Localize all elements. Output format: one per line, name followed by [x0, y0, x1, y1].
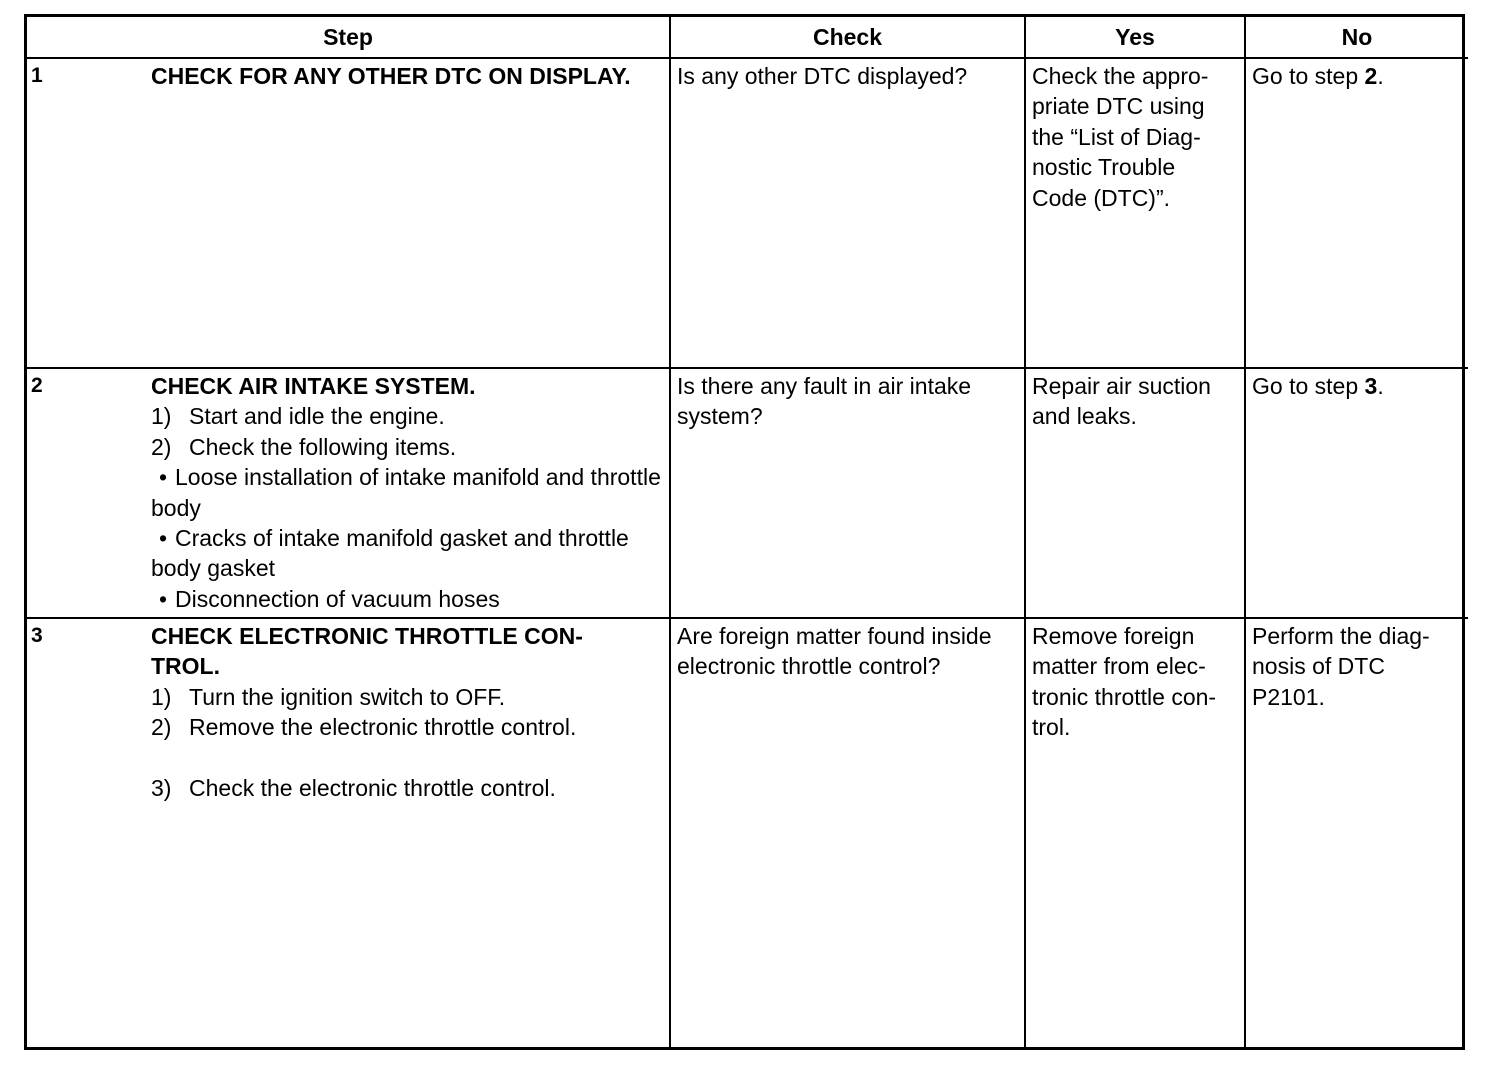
- goto-suffix: .: [1377, 373, 1384, 399]
- check-cell: Is there any fault in air intake system?: [670, 368, 1025, 618]
- goto-prefix: Go to step: [1252, 63, 1365, 89]
- yes-cell: Remove foreign matter from elec- tronic throttle con- trol.: [1025, 618, 1245, 1047]
- diagnostic-table: [27, 17, 1468, 1047]
- header-yes: Yes: [1025, 17, 1245, 58]
- substep: [151, 682, 665, 712]
- table-row: [27, 618, 1468, 1047]
- step-cell: [27, 58, 670, 368]
- goto-step-number: 3: [1364, 373, 1378, 399]
- substep-text: Start and idle the engine.: [189, 403, 445, 430]
- no-cell: Perform the diag- nosis of DTC P2101.: [1245, 618, 1468, 1047]
- table-row: [27, 368, 1468, 618]
- step-number: 2: [31, 374, 43, 397]
- substep-number: 2): [151, 433, 172, 460]
- goto-suffix: .: [1377, 63, 1384, 89]
- header-step: Step: [27, 17, 670, 58]
- step-title: CHECK ELECTRONIC THROTTLE CON- TROL.: [151, 623, 583, 680]
- bullet-text: Loose installation of intake manifold and throttle body: [151, 464, 661, 521]
- bullet-icon: •: [158, 585, 168, 612]
- substep: [151, 401, 665, 431]
- header-no: No: [1245, 17, 1468, 58]
- step-number: 3: [31, 624, 43, 647]
- bullet-text: Cracks of intake manifold gasket and throttle body gasket: [151, 525, 629, 582]
- substep-number: 2): [151, 714, 172, 741]
- substep-text: Remove the electronic throttle control.: [189, 714, 577, 741]
- step-title: CHECK AIR INTAKE SYSTEM.: [151, 373, 476, 399]
- substep-text: Turn the ignition switch to OFF.: [189, 683, 506, 710]
- header-row: [27, 17, 1468, 58]
- step-number: 1: [31, 64, 43, 87]
- substep: [151, 432, 665, 462]
- step-cell: [27, 618, 670, 1047]
- header-check: Check: [670, 17, 1025, 58]
- bullet-item: [151, 462, 665, 523]
- goto-step-number: 2: [1364, 63, 1378, 89]
- step-cell: [27, 368, 670, 618]
- substep-number: 1): [151, 683, 172, 710]
- check-cell: Are foreign matter found inside electronic throttle control?: [670, 618, 1025, 1047]
- table-row: [27, 58, 1468, 368]
- substep-number: 3): [151, 774, 172, 801]
- bullet-item: [151, 584, 665, 614]
- goto-prefix: Go to step: [1252, 373, 1365, 399]
- no-cell: [1245, 368, 1468, 618]
- yes-cell: Check the appro- priate DTC using the “List of Diag- nostic Trouble Code (DTC)”.: [1025, 58, 1245, 368]
- bullet-text: Disconnection of vacuum hoses: [175, 585, 500, 612]
- substep: [151, 773, 665, 803]
- spacer: [151, 743, 665, 773]
- step-title: CHECK FOR ANY OTHER DTC ON DISPLAY.: [151, 63, 631, 89]
- bullet-icon: •: [158, 464, 168, 491]
- substep-number: 1): [151, 403, 172, 430]
- yes-cell: Repair air suction and leaks.: [1025, 368, 1245, 618]
- no-cell: [1245, 58, 1468, 368]
- substep: [151, 712, 665, 742]
- bullet-item: [151, 523, 665, 584]
- substep-text: Check the electronic throttle control.: [189, 774, 556, 801]
- diagnostic-table-frame: [24, 14, 1465, 1050]
- bullet-icon: •: [158, 525, 168, 552]
- check-cell: Is any other DTC displayed?: [670, 58, 1025, 368]
- substep-text: Check the following items.: [189, 433, 457, 460]
